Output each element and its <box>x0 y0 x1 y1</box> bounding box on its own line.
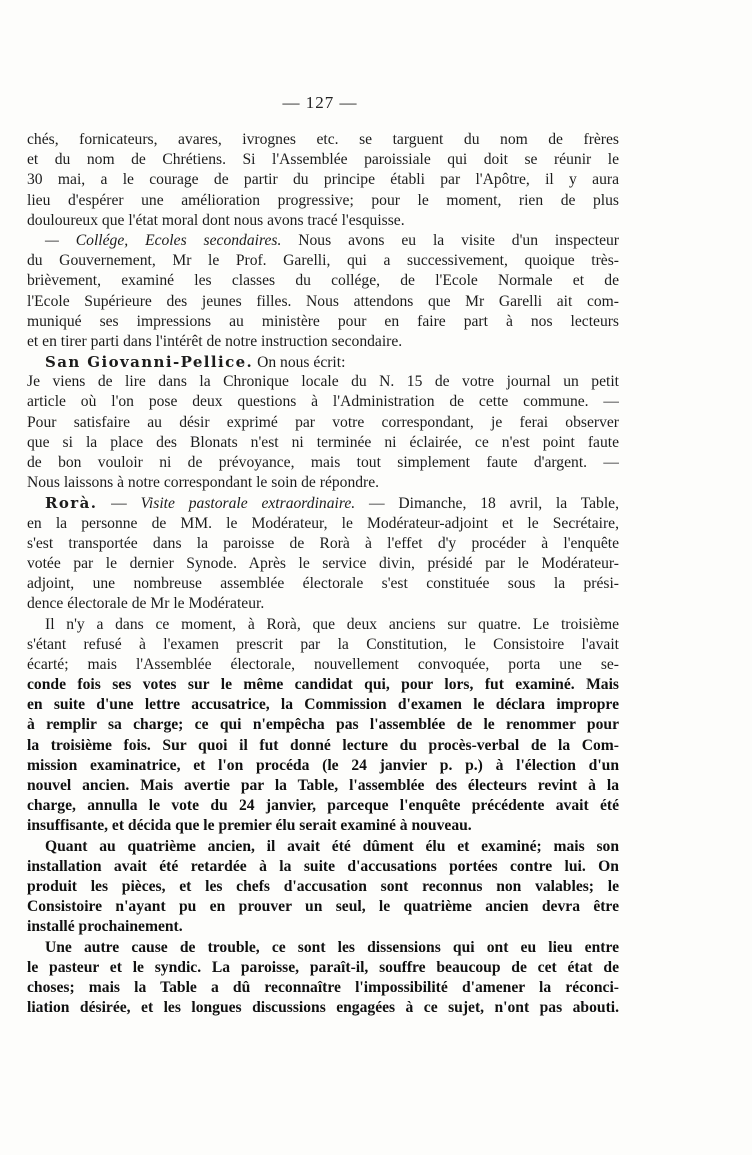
text-fragment: — Dimanche, 18 avril, la Table, <box>355 495 619 513</box>
text-line: que si la place des Blonats n'est ni terminée ni éclairée, ce n'est point faute <box>27 433 619 451</box>
text-line: chés, fornicateurs, avares, ivrognes etc. se targuent du nom de frères <box>27 131 619 148</box>
text-line: dence électorale de Mr le Modérateur. <box>27 595 265 613</box>
text-line <box>27 352 619 372</box>
text-line: muniqué ses impressions au ministère pour en faire part à nos lecteurs <box>27 312 619 330</box>
text-line: Une autre cause de trouble, ce sont les dissensions qui ont eu lieu entre <box>45 938 619 956</box>
text-line: Il n'y a dans ce moment, à Rorà, que deux anciens sur quatre. Le troisième <box>45 615 619 633</box>
text-line: Nous laissons à notre correspondant le soin de répondre. <box>27 474 380 492</box>
paragraph-3 <box>27 352 619 493</box>
text-fragment: Nous avons eu la visite d'un inspecteur <box>281 231 619 249</box>
text-line: s'est transportée dans la paroisse de Rorà à l'effet d'y procéder à l'enquête <box>27 534 619 552</box>
text-line: article où l'on pose deux questions à l'Administration de cette commune. — <box>27 393 619 411</box>
paragraph-1 <box>27 130 619 231</box>
section-heading-rora: Rorà. <box>45 494 98 513</box>
paragraph-2 <box>27 231 619 352</box>
text-line: écarté; mais l'Assemblée électorale, nouvellement convoquée, porta une se- <box>27 655 619 673</box>
text-line <box>27 231 619 251</box>
text-line: brièvement, examiné les classes du collége, de l'Ecole Normale et de <box>27 272 619 290</box>
paragraph-6 <box>27 837 619 938</box>
text-line: 30 mai, a le courage de partir du principe établi par l'Apôtre, il y aura <box>27 171 619 189</box>
text-line: choses; mais la Table a dû reconnaître l'impossibilité d'amener la réconci- <box>27 978 619 996</box>
body-text <box>27 130 619 1018</box>
paragraph-4 <box>27 493 619 614</box>
text-line <box>27 493 619 513</box>
text-line: nouvel ancien. Mais avertie par la Table, l'assemblée des électeurs revint à la <box>27 777 619 794</box>
text-line: mission examinatrice, et l'on procéda (le 24 janvier p. p.) à l'élection d'un <box>27 756 619 774</box>
paragraph-5 <box>27 615 619 837</box>
text-line: l'Ecole Supérieure des jeunes filles. Nous attendons que Mr Garelli ait com- <box>27 292 619 310</box>
text-line: insuffisante, et décida que le premier élu serait examiné à nouveau. <box>27 817 472 835</box>
text-line: le pasteur et le syndic. La paroisse, paraît-il, souffre beaucoup de cet état de <box>27 958 619 976</box>
text-line: adjoint, une nombreuse assemblée électorale s'est constituée sous la prési- <box>27 575 619 593</box>
text-line: la troisième fois. Sur quoi il fut donné lecture du procès-verbal de la Com- <box>27 736 619 754</box>
text-line: Quant au quatrième ancien, il avait été dûment élu et examiné; mais son <box>45 837 619 855</box>
section-subheading: Visite pastorale extraordinaire. <box>140 495 356 513</box>
text-fragment: — <box>97 495 141 513</box>
text-line: votée par le dernier Synode. Après le service divin, présidé par le Modérateur- <box>27 554 619 572</box>
text-line: et en tirer parti dans l'intérêt de notre instruction secondaire. <box>27 332 403 350</box>
text-line: à remplir sa charge; ce qui n'empêcha pas l'assemblée de le renommer pour <box>27 716 619 734</box>
text-line: installé prochainement. <box>27 918 183 936</box>
text-line: Je viens de lire dans la Chronique locale du N. 15 de votre journal un petit <box>27 373 619 391</box>
paragraph-7 <box>27 938 619 1019</box>
text-line: en suite d'une lettre accusatrice, la Commission d'examen le déclara impropre <box>27 696 619 714</box>
text-line: liation désirée, et les longues discussions engagées à ce sujet, n'ont pas abouti. <box>27 999 619 1017</box>
text-line: s'étant refusé à l'examen prescrit par la Constitution, le Consistoire l'avait <box>27 635 619 653</box>
text-line: en la personne de MM. le Modérateur, le Modérateur-adjoint et le Secrétaire, <box>27 514 619 532</box>
text-line: douloureux que l'état moral dont nous avons tracé l'esquisse. <box>27 211 405 229</box>
text-fragment: On nous écrit: <box>253 354 346 372</box>
text-line: conde fois ses votes sur le même candidat qui, pour lors, fut examiné. Mais <box>27 676 619 694</box>
text-line: et du nom de Chrétiens. Si l'Assemblée paroissiale qui doit se réunir le <box>27 151 619 169</box>
text-line: produit les pièces, et les chefs d'accusation sont reconnus non valables; le <box>27 877 619 895</box>
page-number: — 127 — <box>282 93 358 112</box>
text-line: du Gouvernement, Mr le Prof. Garelli, qui a successivement, quoique très- <box>27 252 619 270</box>
text-line: installation avait été retardée à la suite d'accusations portées contre lui. On <box>27 857 619 875</box>
text-line: de bon vouloir ni de prévoyance, mais tout simplement faute d'argent. — <box>27 454 619 471</box>
section-heading-san-giovanni: San Giovanni-Pellice. <box>45 353 254 372</box>
section-heading-college: — Collége, Ecoles secondaires. <box>45 231 282 249</box>
text-line: lieu d'espérer une amélioration progressive; pour le moment, rien de plus <box>27 191 619 209</box>
text-line: Pour satisfaire au désir exprimé par votre correspondant, je ferai observer <box>27 413 619 431</box>
text-line: Consistoire n'ayant pu en prouver un seul, le quatrième ancien devra être <box>27 898 619 916</box>
text-line: charge, annulla le vote du 24 janvier, parceque l'enquête précédente avait été <box>27 797 619 815</box>
